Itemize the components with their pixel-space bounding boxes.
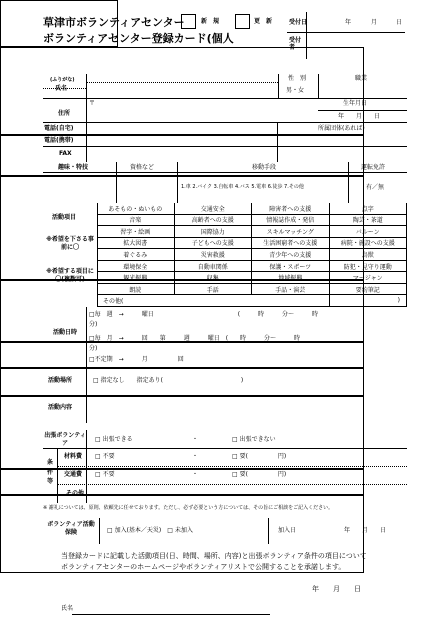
insurance-label: ボランティア活動保険	[47, 521, 95, 536]
driving-label: 運転免許	[361, 164, 386, 171]
dispatch-no[interactable]: □ 出張できない	[232, 436, 276, 443]
birthdate-ymd: 年 月 日	[338, 113, 381, 120]
material-required[interactable]: □ 要( 円)	[232, 453, 287, 460]
consent-text-1: 当登録カードに記載した活動項目(日、時間、場所、内容)と出張ボランティア条件の項目について	[61, 552, 367, 560]
activity-item[interactable]: バルーン	[330, 226, 408, 238]
transport-label: 移動手段	[252, 164, 277, 171]
insurance-date: 年 月 日	[344, 527, 387, 534]
activity-item[interactable]: 防犯・見守り運動	[330, 261, 408, 273]
activity-item[interactable]: 手品・演芸	[252, 284, 330, 296]
activity-item[interactable]: 鳥獣	[330, 249, 408, 261]
phone-home-label: 電話(自宅)	[44, 125, 74, 132]
furigana-label: (ふりがな)	[50, 77, 75, 83]
conditions-label: 条件等	[47, 459, 54, 486]
activity-item[interactable]: 青少年への支援	[252, 249, 330, 261]
activity-grid	[97, 203, 407, 307]
activity-item[interactable]: スキルマッチング	[252, 226, 330, 238]
material-label: 材料費	[64, 453, 83, 460]
activity-item[interactable]: 保護・スポーツ	[252, 261, 330, 273]
activity-item[interactable]: 子どもへの支援	[175, 238, 253, 250]
skill-label: 趣味・特技	[58, 164, 89, 171]
activity-item[interactable]: 手話	[175, 284, 253, 296]
phone-mobile-label: 電話(携帯)	[44, 137, 74, 144]
gender-options[interactable]: 男・女	[286, 87, 305, 94]
new-checkbox[interactable]	[181, 14, 196, 29]
activity-item[interactable]: 障害者への支援	[252, 203, 330, 215]
schedule-irregular[interactable]: □不定期 → 月 回	[89, 356, 184, 363]
activity-item[interactable]: 災害救援	[175, 249, 253, 261]
receiver-label: 受付者	[289, 37, 302, 51]
activity-item[interactable]: 地域振興	[252, 272, 330, 284]
activity-item[interactable]: 観光振興	[97, 272, 175, 284]
area-options[interactable]: □ 指定なし 指定あり( )	[93, 377, 244, 384]
area-section	[0, 342, 364, 368]
name-label: 氏名	[55, 85, 68, 92]
dispatch-yes[interactable]: □ 出張できる	[95, 436, 133, 443]
activity-item[interactable]: 自動車関係	[175, 261, 253, 273]
driving-options[interactable]: 有／無	[366, 184, 385, 191]
activity-item[interactable]: )	[330, 295, 408, 307]
activity-item[interactable]: 陶芸・茶道	[330, 215, 408, 227]
consent-text-2: ボランティアセンターのホームページやボランティアリストで公開することを承諾します。	[61, 563, 346, 571]
update-checkbox[interactable]	[235, 14, 250, 29]
consent-name-label: 氏名	[61, 605, 74, 612]
gender-label: 性 別	[288, 75, 307, 82]
insurance-options[interactable]: □ 加入(基本／天災) □ 未加入	[107, 527, 193, 534]
activity-item[interactable]: 拡大図書	[97, 238, 175, 250]
form-title: 草津市ボランティアセンター	[43, 16, 185, 29]
activity-field-label: 活動項目	[52, 214, 77, 221]
license-label: 資格など	[130, 164, 155, 171]
other-label: その他	[66, 490, 85, 497]
activity-item[interactable]: 点字	[330, 203, 408, 215]
consent-name-line[interactable]	[72, 614, 270, 615]
consent-date: 年 月 日	[312, 585, 361, 593]
activity-item[interactable]: 朗読	[97, 284, 175, 296]
transport-fee-label: 交通費	[64, 471, 83, 478]
address-label: 住所	[58, 110, 71, 117]
activity-item[interactable]: 高齢者への支援	[175, 215, 253, 227]
birthdate-label: 生年月日	[343, 100, 368, 107]
transport-options[interactable]: 1.車 2.バイク 3.自転車 4.バス 5.電車 6.徒歩 7.その他	[181, 184, 304, 190]
activity-note2: ※希望する項目に〇(複数可)	[46, 268, 94, 284]
schedule-weekly[interactable]: □毎 週 → 曜日 ( 時 分～ 時	[89, 311, 319, 318]
form-subtitle: ボランティアセンター登録カード(個人	[43, 32, 234, 45]
insurance-date-label: 加入日	[278, 527, 297, 534]
activity-note: ※希望を下さる事前に〇	[46, 236, 94, 252]
activity-item[interactable]: 生活困窮者への支援	[252, 238, 330, 250]
schedule-label: 活動日時	[53, 329, 78, 336]
new-label: 新 規	[201, 18, 220, 25]
material-unnecessary[interactable]: □ 不要	[95, 453, 115, 460]
occupation-label: 職業	[355, 75, 368, 82]
activity-item[interactable]: その他(	[97, 295, 330, 307]
activity-item[interactable]: 病院・施設への支援	[330, 238, 408, 250]
dispatch-footnote: ※ 謝礼については、原則、依頼先に任せております。ただし、必ず必要という方については、その旨にご相談をご記入ください。	[43, 505, 334, 511]
area-label: 活動場所	[48, 377, 73, 384]
activity-item[interactable]: 環境保全	[97, 261, 175, 273]
postal-mark: 〒	[89, 100, 96, 107]
activity-item[interactable]: 交通安全	[175, 203, 253, 215]
content-label: 活動内容	[48, 404, 73, 411]
activity-item[interactable]: 収集	[175, 272, 253, 284]
activity-item[interactable]: 要約筆記	[330, 284, 408, 296]
transport-required[interactable]: □ 要( 円)	[232, 471, 287, 478]
transport-unnecessary[interactable]: □ 不要	[95, 471, 115, 478]
activity-item[interactable]: マージャン	[330, 272, 408, 284]
activity-item[interactable]: 着ぐるみ	[97, 249, 175, 261]
activity-item[interactable]: 情報誌作成・発信	[252, 215, 330, 227]
fax-label: FAX	[59, 150, 72, 157]
received-date-label: 受付日	[289, 19, 308, 26]
activity-item[interactable]: あそもの・ぬいもの	[97, 203, 175, 215]
activity-item[interactable]: 国際協力	[175, 226, 253, 238]
activity-item[interactable]: 音楽	[97, 215, 175, 227]
schedule-monthly[interactable]: □毎 月 → 回 第 週 曜日 ( 時 分～ 時	[89, 335, 301, 342]
activity-item[interactable]: 習字・絵画	[97, 226, 175, 238]
org-label: 所属団体(あれば)	[318, 125, 365, 132]
dispatch-label: 出張ボランティア	[44, 432, 86, 447]
update-label: 更 新	[254, 18, 273, 25]
